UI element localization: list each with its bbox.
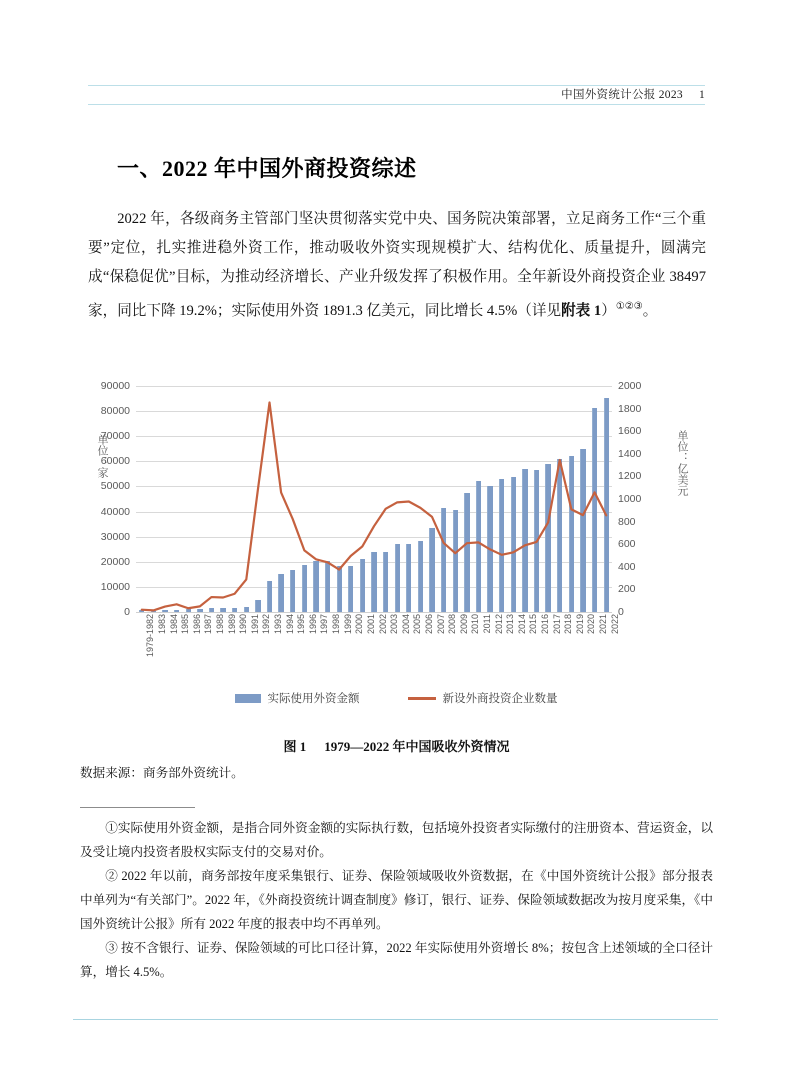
figure-caption-text: 1979—2022 年中国吸收外资情况 [324, 739, 510, 754]
legend-bar-label: 实际使用外资金额 [267, 693, 360, 705]
x-axis-tick-label: 2007 [435, 614, 446, 635]
figure-caption [0, 736, 793, 755]
x-axis-tick-label: 1991 [249, 614, 260, 635]
x-axis-tick-label: 2010 [470, 614, 481, 635]
figure-label: 图 1 [283, 739, 307, 754]
y-axis-left-tick: 70000 [100, 430, 130, 443]
x-axis-tick-label: 1987 [203, 614, 214, 635]
footnote-markers: ①②③ [615, 301, 643, 312]
x-axis-tick-label: 2021 [598, 614, 609, 635]
chart-x-axis-labels [136, 614, 620, 686]
x-axis-tick-label: 2000 [354, 614, 365, 635]
x-axis-tick-label: 2011 [481, 614, 492, 634]
x-axis-tick-label: 1992 [261, 614, 272, 635]
x-axis-tick-label: 2006 [423, 614, 434, 635]
x-axis-tick-label: 2008 [447, 614, 458, 635]
x-axis-tick-label: 2013 [505, 614, 516, 635]
line-path [142, 402, 606, 610]
x-axis-tick-label: 2005 [412, 614, 423, 635]
x-axis-tick-label: 1996 [307, 614, 318, 635]
y-axis-left-tick: 30000 [100, 530, 130, 543]
page-number: 1 [698, 89, 705, 101]
legend-line-label: 新设外商投资企业数量 [442, 693, 558, 705]
running-header [561, 86, 705, 102]
footnote-item: ③ 按不含银行、证券、保险领域的可比口径计算，2022 年实际使用外资增长 8%；按包含上述领域的全口径计算，增长 4.5%。 [80, 941, 713, 979]
x-axis-tick-label: 2014 [516, 614, 527, 635]
y-axis-right-tick: 400 [618, 560, 636, 573]
x-axis-tick-label: 2015 [528, 614, 539, 635]
chart-line-series [136, 386, 612, 612]
header-title: 中国外资统计公报 2023 [561, 89, 683, 101]
footnote-list [80, 816, 713, 984]
paragraph-text: 2022 年，各级商务主管部门坚决贯彻落实党中央、国务院决策部署，立足商务工作“三个重要”定位，扎实推进稳外资工作，推动吸收外资实现规模扩大、结构优化、质量提升，圆满完成“保稳促优”目标，为推动经济增长、产业升级发挥了积极作用。全年新设外商投资企业 38497 家，同比下降 19.2%；实际使用外资 1891.3 亿美元，同比增长 4.5%（详见 [88, 211, 706, 319]
y-axis-left-tick: 50000 [100, 480, 130, 493]
x-axis-tick-label: 1993 [273, 614, 283, 635]
page-bottom-rule [73, 1019, 718, 1020]
x-axis-tick-label: 1986 [191, 614, 202, 635]
y-axis-left-tick: 90000 [100, 380, 130, 392]
x-axis-tick-label: 1997 [319, 614, 330, 635]
paragraph-end: 。 [642, 302, 658, 319]
x-axis-tick-label: 2012 [493, 614, 504, 635]
paragraph-bold-ref: 附表 1 [561, 302, 602, 319]
x-axis-tick-label: 2016 [540, 614, 551, 635]
x-axis-tick-label: 2022 [609, 614, 620, 635]
x-axis-tick-label: 1983 [156, 614, 167, 635]
chart-y-axis-right-title: 单位：亿美元 [676, 430, 688, 496]
chart-y-axis-left-title: 单位：家 [96, 434, 108, 478]
legend-bar-swatch-icon [235, 694, 261, 703]
x-axis-tick-label: 1998 [331, 614, 342, 635]
figure-source: 数据来源：商务部外资统计。 [80, 766, 244, 780]
x-axis-tick-label: 2001 [365, 614, 376, 635]
footnote-separator [80, 807, 195, 808]
y-axis-right-tick: 200 [618, 583, 636, 596]
paragraph-tail: ） [601, 302, 616, 319]
y-axis-right-tick: 600 [618, 538, 636, 551]
x-axis-tick-label: 1989 [226, 614, 237, 635]
x-axis-tick-label: 2020 [586, 614, 597, 635]
x-axis-tick-label: 1984 [168, 614, 179, 635]
gridline [136, 612, 612, 613]
y-axis-right-tick: 0 [618, 606, 624, 618]
figure-chart [96, 372, 696, 705]
chart-legend [96, 690, 696, 706]
x-axis-tick-label: 1985 [180, 614, 191, 635]
x-axis-tick-label: 1999 [342, 614, 353, 635]
x-axis-tick-label: 2002 [377, 614, 388, 635]
footnote-item: ② 2022 年以前，商务部按年度采集银行、证券、保险领域吸收外资数据，在《中国外资统计公报》部分报表中单列为“有关部门”。2022 年，《外商投资统计调查制度》修订，银行、证券、保险领域数据改为按月度采集，《中国外资统计公报》所有 2022 年度的报表中均不再单列。 [80, 869, 713, 931]
body-paragraph [88, 205, 706, 326]
y-axis-left-tick: 40000 [100, 505, 130, 518]
x-axis-tick-label: 2003 [389, 614, 400, 635]
y-axis-right-tick: 1800 [618, 402, 642, 415]
y-axis-right-tick: 1400 [618, 447, 642, 460]
x-axis-tick-label: 1979-1982 [145, 614, 156, 658]
y-axis-left-tick: 80000 [100, 405, 130, 418]
x-axis-tick-label: 1990 [238, 614, 249, 635]
x-axis-tick-label: 2004 [400, 614, 411, 635]
legend-line-swatch-icon [408, 697, 436, 700]
x-axis-tick-label: 2018 [563, 614, 574, 635]
y-axis-left-tick: 10000 [100, 580, 130, 593]
x-axis-tick-label: 2019 [574, 614, 585, 635]
y-axis-left-tick: 0 [124, 606, 130, 618]
header-rule-bottom [88, 104, 705, 105]
y-axis-right-tick: 800 [618, 515, 636, 528]
x-axis-tick-label: 2017 [551, 614, 562, 635]
x-axis-tick-label: 1988 [214, 614, 225, 635]
y-axis-left-tick: 20000 [100, 555, 130, 568]
legend-item-line [408, 690, 558, 706]
x-axis-tick-label: 2009 [458, 614, 469, 635]
legend-item-bar [235, 690, 360, 706]
line-series-svg [136, 386, 612, 612]
y-axis-left-tick: 60000 [100, 455, 130, 468]
y-axis-right-tick: 1600 [618, 425, 642, 438]
y-axis-right-tick: 1200 [618, 470, 642, 483]
y-axis-right-tick: 1000 [618, 493, 642, 505]
section-heading: 一、2022 年中国外商投资综述 [117, 156, 417, 181]
footnote-item: ①实际使用外资金额，是指合同外资金额的实际执行数，包括境外投资者实际缴付的注册资本、营运资金，以及受让境内投资者股权实际支付的交易对价。 [80, 821, 713, 859]
x-axis-tick-label: 1995 [296, 614, 307, 635]
y-axis-right-tick: 2000 [618, 380, 642, 392]
x-axis-tick-label: 1994 [284, 614, 295, 635]
